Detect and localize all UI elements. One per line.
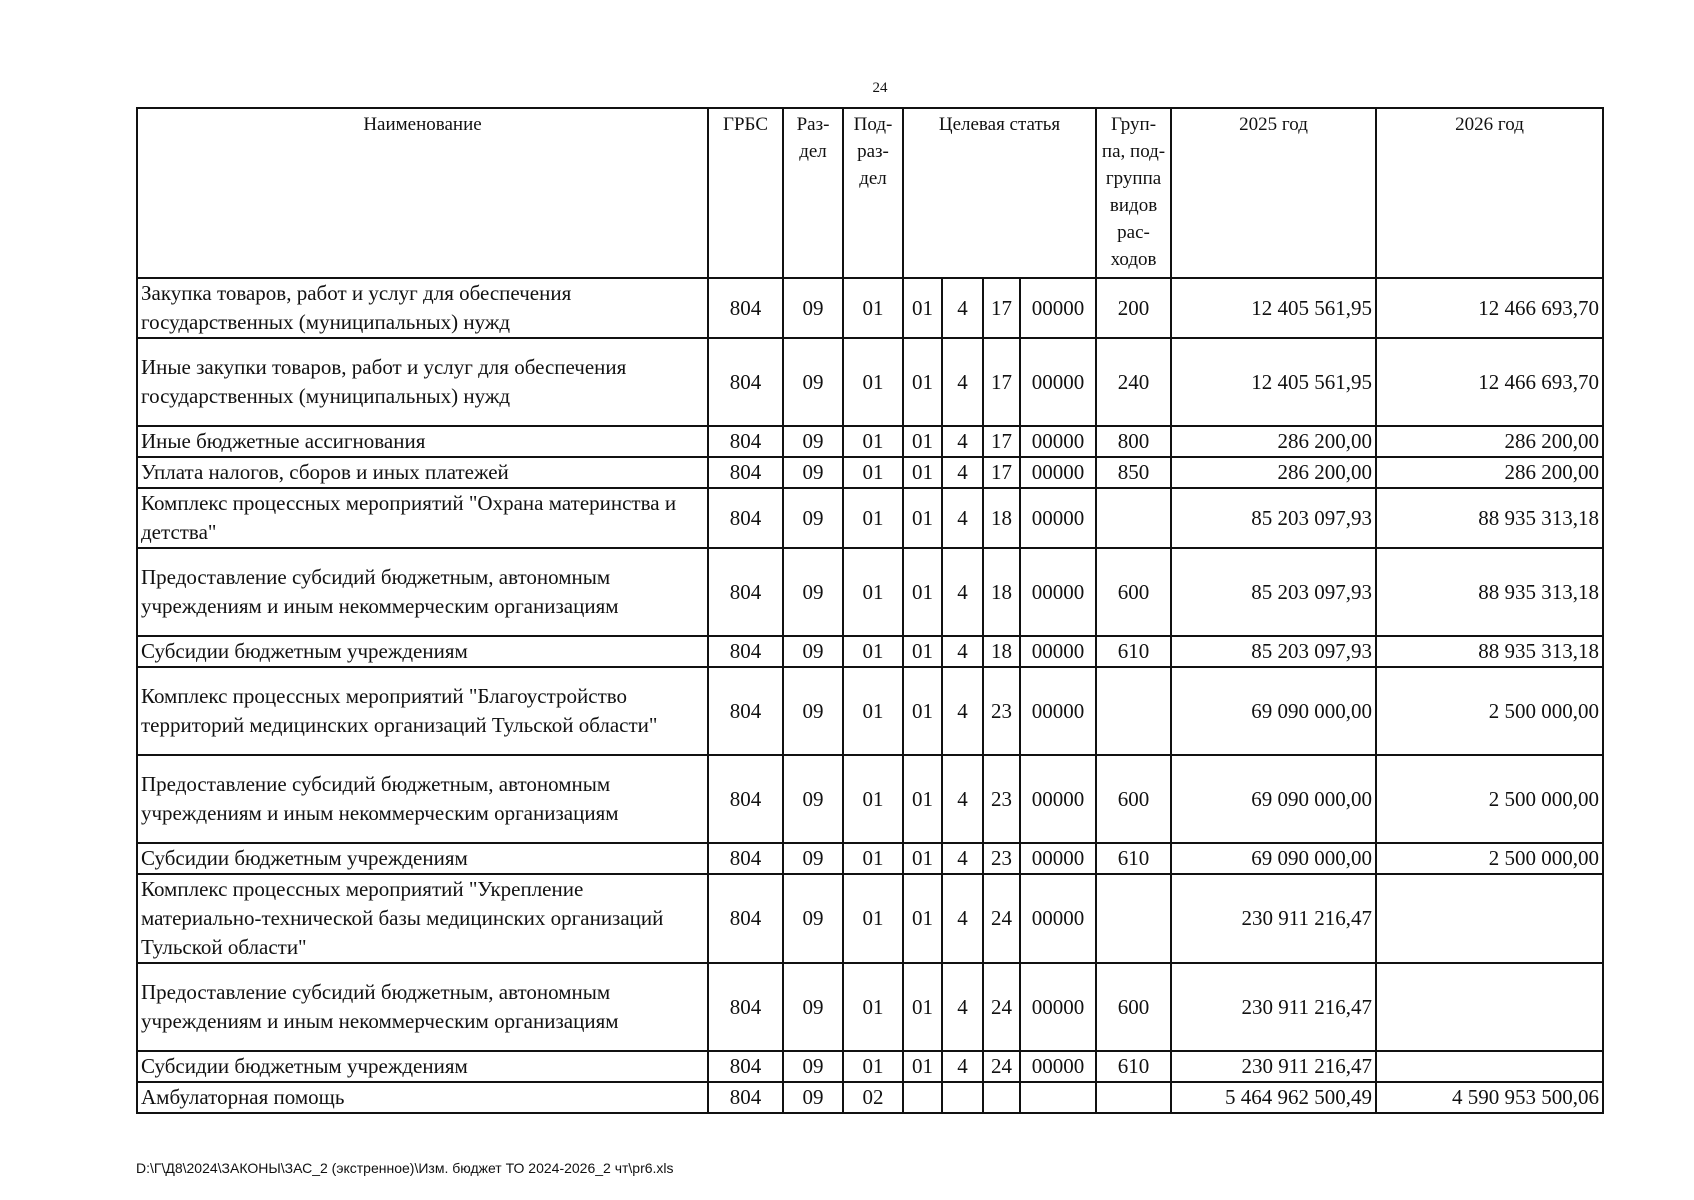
row-expense-group: 850 bbox=[1096, 457, 1171, 488]
row-target-type bbox=[942, 1082, 983, 1113]
row-expense-group bbox=[1096, 1082, 1171, 1113]
table-row bbox=[137, 548, 1603, 636]
row-razdel: 09 bbox=[783, 667, 843, 755]
row-amount-2026: 286 200,00 bbox=[1376, 457, 1603, 488]
row-target-type: 4 bbox=[942, 338, 983, 426]
row-expense-group: 600 bbox=[1096, 548, 1171, 636]
row-razdel: 09 bbox=[783, 338, 843, 426]
row-podrazdel: 01 bbox=[843, 488, 903, 548]
row-target-direction: 00000 bbox=[1020, 636, 1096, 667]
table-row bbox=[137, 843, 1603, 874]
row-target-type: 4 bbox=[942, 636, 983, 667]
row-target-type: 4 bbox=[942, 457, 983, 488]
row-target-program: 01 bbox=[903, 963, 942, 1051]
row-grbs: 804 bbox=[708, 457, 783, 488]
row-target-direction: 00000 bbox=[1020, 426, 1096, 457]
row-grbs: 804 bbox=[708, 1051, 783, 1082]
row-name: Комплекс процессных мероприятий "Укрепление материально-технической базы медицинских организаций Тульской области" bbox=[137, 874, 708, 963]
row-name: Комплекс процессных мероприятий "Охрана материнства и детства" bbox=[137, 488, 708, 548]
row-amount-2026: 12 466 693,70 bbox=[1376, 278, 1603, 338]
row-name: Предоставление субсидий бюджетным, автономным учреждениям и иным некоммерческим организациям bbox=[137, 963, 708, 1051]
row-amount-2025: 69 090 000,00 bbox=[1171, 667, 1376, 755]
table-row bbox=[137, 963, 1603, 1051]
row-target-complex: 17 bbox=[983, 457, 1020, 488]
table-row bbox=[137, 667, 1603, 755]
row-target-program: 01 bbox=[903, 548, 942, 636]
row-amount-2025: 286 200,00 bbox=[1171, 457, 1376, 488]
row-amount-2025: 230 911 216,47 bbox=[1171, 963, 1376, 1051]
row-target-direction: 00000 bbox=[1020, 278, 1096, 338]
row-target-program: 01 bbox=[903, 755, 942, 843]
table-row bbox=[137, 426, 1603, 457]
row-expense-group: 200 bbox=[1096, 278, 1171, 338]
row-target-complex: 23 bbox=[983, 843, 1020, 874]
row-expense-group: 610 bbox=[1096, 636, 1171, 667]
row-name: Иные закупки товаров, работ и услуг для обеспечения государственных (муниципальных) нужд bbox=[137, 338, 708, 426]
row-target-direction: 00000 bbox=[1020, 874, 1096, 963]
row-target-direction: 00000 bbox=[1020, 338, 1096, 426]
file-path-footer: D:\Г\Д8\2024\ЗАКОНЫ\ЗАС_2 (экстренное)\Изм. бюджет ТО 2024-2026_2 чт\pr6.xls bbox=[136, 1160, 674, 1176]
row-razdel: 09 bbox=[783, 755, 843, 843]
row-name: Уплата налогов, сборов и иных платежей bbox=[137, 457, 708, 488]
row-amount-2026: 2 500 000,00 bbox=[1376, 843, 1603, 874]
row-target-direction: 00000 bbox=[1020, 667, 1096, 755]
row-podrazdel: 01 bbox=[843, 667, 903, 755]
row-target-direction: 00000 bbox=[1020, 843, 1096, 874]
row-target-program: 01 bbox=[903, 1051, 942, 1082]
row-grbs: 804 bbox=[708, 426, 783, 457]
row-amount-2026: 88 935 313,18 bbox=[1376, 488, 1603, 548]
table-row bbox=[137, 488, 1603, 548]
row-target-complex: 18 bbox=[983, 488, 1020, 548]
row-amount-2026: 12 466 693,70 bbox=[1376, 338, 1603, 426]
row-target-type: 4 bbox=[942, 426, 983, 457]
row-target-program: 01 bbox=[903, 338, 942, 426]
row-podrazdel: 01 bbox=[843, 636, 903, 667]
row-target-complex: 17 bbox=[983, 426, 1020, 457]
row-name: Субсидии бюджетным учреждениям bbox=[137, 1051, 708, 1082]
row-amount-2025: 85 203 097,93 bbox=[1171, 488, 1376, 548]
header-target-article: Целевая статья bbox=[903, 108, 1096, 278]
header-razdel: Раз- дел bbox=[783, 108, 843, 278]
row-name: Иные бюджетные ассигнования bbox=[137, 426, 708, 457]
row-amount-2025: 69 090 000,00 bbox=[1171, 755, 1376, 843]
row-target-direction: 00000 bbox=[1020, 963, 1096, 1051]
row-podrazdel: 01 bbox=[843, 426, 903, 457]
row-podrazdel: 01 bbox=[843, 1051, 903, 1082]
row-name: Предоставление субсидий бюджетным, автономным учреждениям и иным некоммерческим организациям bbox=[137, 548, 708, 636]
header-2026: 2026 год bbox=[1376, 108, 1603, 278]
row-podrazdel: 01 bbox=[843, 963, 903, 1051]
row-target-complex: 23 bbox=[983, 667, 1020, 755]
row-name: Субсидии бюджетным учреждениям bbox=[137, 636, 708, 667]
row-target-type: 4 bbox=[942, 755, 983, 843]
row-amount-2025: 69 090 000,00 bbox=[1171, 843, 1376, 874]
row-amount-2025: 85 203 097,93 bbox=[1171, 548, 1376, 636]
row-amount-2026 bbox=[1376, 963, 1603, 1051]
row-target-program: 01 bbox=[903, 457, 942, 488]
row-grbs: 804 bbox=[708, 488, 783, 548]
row-razdel: 09 bbox=[783, 1051, 843, 1082]
row-amount-2026: 2 500 000,00 bbox=[1376, 667, 1603, 755]
row-target-complex bbox=[983, 1082, 1020, 1113]
row-grbs: 804 bbox=[708, 963, 783, 1051]
table-row bbox=[137, 1082, 1603, 1113]
row-target-direction: 00000 bbox=[1020, 488, 1096, 548]
row-grbs: 804 bbox=[708, 338, 783, 426]
row-target-program bbox=[903, 1082, 942, 1113]
row-razdel: 09 bbox=[783, 1082, 843, 1113]
header-name: Наименование bbox=[137, 108, 708, 278]
row-target-complex: 24 bbox=[983, 963, 1020, 1051]
row-name: Субсидии бюджетным учреждениям bbox=[137, 843, 708, 874]
row-expense-group: 800 bbox=[1096, 426, 1171, 457]
row-amount-2025: 5 464 962 500,49 bbox=[1171, 1082, 1376, 1113]
table-row bbox=[137, 636, 1603, 667]
row-target-direction: 00000 bbox=[1020, 457, 1096, 488]
page-number: 24 bbox=[872, 80, 888, 96]
row-target-type: 4 bbox=[942, 1051, 983, 1082]
row-target-complex: 24 bbox=[983, 874, 1020, 963]
row-podrazdel: 01 bbox=[843, 457, 903, 488]
row-expense-group bbox=[1096, 667, 1171, 755]
row-podrazdel: 01 bbox=[843, 843, 903, 874]
row-amount-2026: 4 590 953 500,06 bbox=[1376, 1082, 1603, 1113]
row-amount-2026 bbox=[1376, 874, 1603, 963]
row-grbs: 804 bbox=[708, 667, 783, 755]
header-row bbox=[137, 108, 1603, 278]
row-podrazdel: 01 bbox=[843, 338, 903, 426]
row-amount-2026: 2 500 000,00 bbox=[1376, 755, 1603, 843]
row-podrazdel: 02 bbox=[843, 1082, 903, 1113]
header-expense-group: Груп- па, под- группа видов рас- ходов bbox=[1096, 108, 1171, 278]
row-razdel: 09 bbox=[783, 488, 843, 548]
table-row bbox=[137, 278, 1603, 338]
row-amount-2025: 12 405 561,95 bbox=[1171, 338, 1376, 426]
row-target-direction bbox=[1020, 1082, 1096, 1113]
row-expense-group: 610 bbox=[1096, 843, 1171, 874]
row-name: Закупка товаров, работ и услуг для обеспечения государственных (муниципальных) нужд bbox=[137, 278, 708, 338]
row-amount-2025: 85 203 097,93 bbox=[1171, 636, 1376, 667]
row-name: Предоставление субсидий бюджетным, автономным учреждениям и иным некоммерческим организациям bbox=[137, 755, 708, 843]
row-target-program: 01 bbox=[903, 874, 942, 963]
row-amount-2026 bbox=[1376, 1051, 1603, 1082]
row-target-program: 01 bbox=[903, 843, 942, 874]
row-podrazdel: 01 bbox=[843, 278, 903, 338]
row-target-program: 01 bbox=[903, 667, 942, 755]
header-podrazdel: Под- раз- дел bbox=[843, 108, 903, 278]
row-razdel: 09 bbox=[783, 843, 843, 874]
row-target-direction: 00000 bbox=[1020, 1051, 1096, 1082]
row-amount-2025: 230 911 216,47 bbox=[1171, 1051, 1376, 1082]
row-grbs: 804 bbox=[708, 278, 783, 338]
row-podrazdel: 01 bbox=[843, 548, 903, 636]
row-razdel: 09 bbox=[783, 278, 843, 338]
row-target-complex: 23 bbox=[983, 755, 1020, 843]
row-target-type: 4 bbox=[942, 874, 983, 963]
row-amount-2025: 286 200,00 bbox=[1171, 426, 1376, 457]
row-grbs: 804 bbox=[708, 843, 783, 874]
row-target-direction: 00000 bbox=[1020, 548, 1096, 636]
row-grbs: 804 bbox=[708, 755, 783, 843]
row-target-program: 01 bbox=[903, 488, 942, 548]
row-razdel: 09 bbox=[783, 426, 843, 457]
row-name: Амбулаторная помощь bbox=[137, 1082, 708, 1113]
row-expense-group bbox=[1096, 874, 1171, 963]
row-target-program: 01 bbox=[903, 278, 942, 338]
row-target-complex: 17 bbox=[983, 338, 1020, 426]
row-expense-group: 240 bbox=[1096, 338, 1171, 426]
row-razdel: 09 bbox=[783, 457, 843, 488]
row-name: Комплекс процессных мероприятий "Благоустройство территорий медицинских организаций Тульской области" bbox=[137, 667, 708, 755]
row-razdel: 09 bbox=[783, 548, 843, 636]
row-target-type: 4 bbox=[942, 548, 983, 636]
row-target-complex: 24 bbox=[983, 1051, 1020, 1082]
row-target-type: 4 bbox=[942, 488, 983, 548]
row-grbs: 804 bbox=[708, 636, 783, 667]
row-amount-2026: 286 200,00 bbox=[1376, 426, 1603, 457]
table-row bbox=[137, 338, 1603, 426]
row-expense-group bbox=[1096, 488, 1171, 548]
row-expense-group: 600 bbox=[1096, 963, 1171, 1051]
row-expense-group: 600 bbox=[1096, 755, 1171, 843]
row-target-complex: 17 bbox=[983, 278, 1020, 338]
row-target-type: 4 bbox=[942, 963, 983, 1051]
row-amount-2025: 12 405 561,95 bbox=[1171, 278, 1376, 338]
row-grbs: 804 bbox=[708, 1082, 783, 1113]
table-row bbox=[137, 457, 1603, 488]
row-target-complex: 18 bbox=[983, 636, 1020, 667]
row-target-type: 4 bbox=[942, 278, 983, 338]
row-amount-2025: 230 911 216,47 bbox=[1171, 874, 1376, 963]
row-grbs: 804 bbox=[708, 548, 783, 636]
row-razdel: 09 bbox=[783, 874, 843, 963]
row-amount-2026: 88 935 313,18 bbox=[1376, 548, 1603, 636]
row-razdel: 09 bbox=[783, 963, 843, 1051]
row-razdel: 09 bbox=[783, 636, 843, 667]
row-amount-2026: 88 935 313,18 bbox=[1376, 636, 1603, 667]
row-expense-group: 610 bbox=[1096, 1051, 1171, 1082]
table-row bbox=[137, 874, 1603, 963]
row-podrazdel: 01 bbox=[843, 874, 903, 963]
header-grbs: ГРБС bbox=[708, 108, 783, 278]
row-target-direction: 00000 bbox=[1020, 755, 1096, 843]
table-row bbox=[137, 1051, 1603, 1082]
row-target-type: 4 bbox=[942, 667, 983, 755]
row-grbs: 804 bbox=[708, 874, 783, 963]
table-body bbox=[137, 278, 1603, 1113]
budget-table bbox=[136, 107, 1604, 1114]
row-target-complex: 18 bbox=[983, 548, 1020, 636]
row-podrazdel: 01 bbox=[843, 755, 903, 843]
row-target-type: 4 bbox=[942, 843, 983, 874]
table-row bbox=[137, 755, 1603, 843]
header-2025: 2025 год bbox=[1171, 108, 1376, 278]
row-target-program: 01 bbox=[903, 636, 942, 667]
row-target-program: 01 bbox=[903, 426, 942, 457]
